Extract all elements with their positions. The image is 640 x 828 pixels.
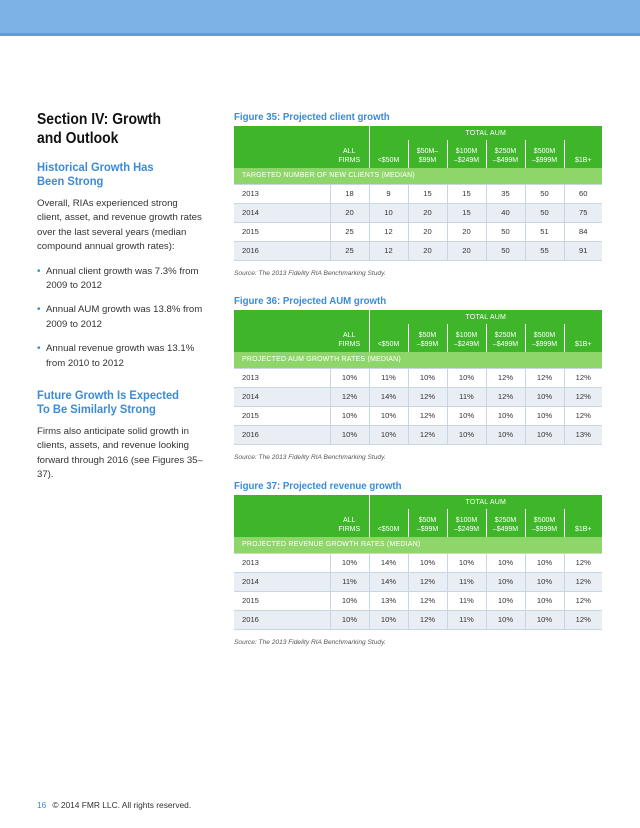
column-header-line: –$499M	[492, 157, 519, 164]
figure-source: Source: The 2013 Fidelity RIA Benchmarking Study.	[234, 269, 386, 277]
table-cell: 10%	[447, 368, 486, 387]
total-aum-header-row	[234, 495, 602, 509]
table-cell: 10%	[486, 425, 525, 444]
client-growth-table	[234, 126, 602, 261]
table-cell: 50	[486, 222, 525, 241]
table-cell: 12%	[330, 387, 369, 406]
table-cell: 10%	[486, 610, 525, 629]
column-header-line: –$999M	[531, 341, 558, 348]
table-row	[234, 610, 602, 629]
table-cell: 10%	[525, 387, 564, 406]
column-header-line: $500M	[533, 517, 556, 524]
table-cell: 11%	[447, 610, 486, 629]
table-cell: 10	[369, 203, 408, 222]
table-cell: 10%	[525, 610, 564, 629]
table-cell: 20	[408, 222, 447, 241]
table-cell: 10%	[369, 610, 408, 629]
historical-growth-heading-line-2: Been Strong	[37, 174, 104, 188]
total-aum-header-row	[234, 126, 602, 140]
column-header	[564, 324, 602, 352]
column-header	[486, 324, 525, 352]
table-cell: 12%	[408, 610, 447, 629]
table-row	[234, 553, 602, 572]
table-cell: 10%	[525, 572, 564, 591]
column-header	[564, 509, 602, 537]
row-year-cell: 2014	[234, 203, 330, 222]
column-header	[330, 140, 369, 168]
table-row	[234, 572, 602, 591]
table-row	[234, 184, 602, 203]
table-cell: 10%	[525, 553, 564, 572]
table-cell: 12%	[408, 387, 447, 406]
table-row	[234, 241, 602, 260]
column-header	[447, 140, 486, 168]
column-header-row	[234, 509, 602, 537]
section-label: PROJECTED REVENUE GROWTH RATES (MEDIAN)	[234, 537, 602, 553]
table-row	[234, 387, 602, 406]
header-blank-cell	[330, 310, 369, 324]
column-header-line: <$50M	[377, 526, 400, 533]
section-label-row	[234, 168, 602, 184]
column-header	[369, 324, 408, 352]
column-header-line: FIRMS	[338, 157, 361, 164]
copyright-text: © 2014 FMR LLC. All rights reserved.	[52, 800, 192, 810]
column-header-line: $1B+	[574, 157, 592, 164]
table-cell: 91	[564, 241, 602, 260]
table-cell: 10%	[486, 572, 525, 591]
section-title-line-1: Section IV: Growth	[37, 111, 162, 128]
column-header-line: $500M	[533, 332, 556, 339]
figure-title: Figure 36: Projected AUM growth	[234, 296, 387, 307]
column-header-line: $100M	[455, 148, 478, 155]
column-header	[564, 140, 602, 168]
table-cell: 10%	[525, 591, 564, 610]
table-cell: 10%	[486, 406, 525, 425]
table-row	[234, 591, 602, 610]
column-header-line: –$999M	[531, 526, 558, 533]
column-header-line: –$99M	[416, 526, 439, 533]
future-growth-heading-line-2: To Be Similarly Strong	[37, 402, 156, 417]
table-cell: 12%	[564, 610, 602, 629]
header-blank-cell	[330, 126, 369, 140]
table-cell: 9	[369, 184, 408, 203]
total-aum-label: TOTAL AUM	[369, 310, 602, 324]
historical-growth-heading-line-1: Historical Growth Has	[37, 160, 154, 174]
row-year-cell: 2016	[234, 610, 330, 629]
section-label-row	[234, 352, 602, 368]
table-cell: 75	[564, 203, 602, 222]
table-cell: 18	[330, 184, 369, 203]
table-cell: 10%	[525, 406, 564, 425]
header-blank-cell	[234, 126, 330, 140]
column-header	[330, 324, 369, 352]
header-blank-cell	[234, 495, 330, 509]
column-header-line: –$249M	[453, 341, 480, 348]
table-cell: 10%	[330, 368, 369, 387]
table-cell: 12%	[564, 553, 602, 572]
bullet-text: Annual client growth was 7.3% from 2009 to 2012	[46, 265, 199, 292]
row-year-cell: 2013	[234, 184, 330, 203]
table-cell: 12%	[486, 368, 525, 387]
bullet-item	[37, 342, 205, 371]
table-cell: 12%	[408, 572, 447, 591]
column-header-line: $50M	[418, 517, 437, 524]
total-aum-label: TOTAL AUM	[369, 495, 602, 509]
table-cell: 11%	[369, 368, 408, 387]
table-cell: 12%	[564, 591, 602, 610]
table-cell: 10%	[330, 406, 369, 425]
table-cell: 10%	[330, 553, 369, 572]
figure-title: Figure 37: Projected revenue growth	[234, 481, 402, 492]
table-cell: 11%	[330, 572, 369, 591]
column-header-line: $100M	[455, 332, 478, 339]
column-header-line: –$249M	[453, 157, 480, 164]
top-banner	[0, 0, 640, 36]
table-cell: 10%	[447, 406, 486, 425]
header-blank-cell	[234, 509, 330, 537]
bullet-text: Annual AUM growth was 13.8% from 2009 to 2012	[46, 304, 203, 330]
table-cell: 14%	[369, 387, 408, 406]
column-header	[408, 140, 447, 168]
table-cell: 10%	[486, 553, 525, 572]
column-header-line: –$249M	[453, 526, 480, 533]
table-cell: 20	[447, 241, 486, 260]
table-row	[234, 203, 602, 222]
aum-growth-table	[234, 310, 602, 445]
table-body	[234, 368, 602, 444]
column-header-line: $250M	[494, 148, 517, 155]
table-cell: 14%	[369, 553, 408, 572]
table-cell: 15	[447, 203, 486, 222]
table-cell: 50	[525, 184, 564, 203]
table-cell: 10%	[369, 406, 408, 425]
bullet-dot-icon: •	[37, 343, 41, 355]
column-header	[525, 140, 564, 168]
table-cell: 12%	[408, 406, 447, 425]
column-header-line: –$499M	[492, 526, 519, 533]
bullet-dot-icon: •	[37, 265, 41, 277]
growth-bullet-list	[37, 265, 205, 371]
table-cell: 20	[447, 222, 486, 241]
table-row	[234, 425, 602, 444]
table-cell: 12	[369, 241, 408, 260]
column-header	[447, 509, 486, 537]
table-row	[234, 406, 602, 425]
table-cell: 10%	[369, 425, 408, 444]
figure-37	[234, 481, 602, 646]
table-cell: 10%	[525, 425, 564, 444]
bullet-item	[37, 265, 205, 294]
row-year-cell: 2014	[234, 572, 330, 591]
row-year-cell: 2015	[234, 222, 330, 241]
figure-source: Source: The 2013 Fidelity RIA Benchmarking Study.	[234, 638, 386, 646]
table-cell: 10%	[330, 610, 369, 629]
table-cell: 60	[564, 184, 602, 203]
table-cell: 15	[408, 184, 447, 203]
table-cell: 10%	[330, 425, 369, 444]
table-cell: 10%	[447, 553, 486, 572]
row-year-cell: 2014	[234, 387, 330, 406]
section-label: TARGETED NUMBER OF NEW CLIENTS (MEDIAN)	[234, 168, 602, 184]
table-row	[234, 368, 602, 387]
bullet-text: Annual revenue growth was 13.1% from 2010 to 2012	[46, 343, 195, 369]
column-header-line: –$999M	[531, 157, 558, 164]
column-header-line: ALL	[343, 517, 356, 524]
table-cell: 12%	[564, 387, 602, 406]
row-year-cell: 2015	[234, 591, 330, 610]
column-header-line: $1B+	[574, 526, 592, 533]
table-cell: 25	[330, 222, 369, 241]
table-cell: 35	[486, 184, 525, 203]
row-year-cell: 2016	[234, 241, 330, 260]
column-header-line: ALL	[343, 148, 356, 155]
column-header-line: $250M	[494, 332, 517, 339]
column-header	[486, 509, 525, 537]
table-cell: 20	[408, 203, 447, 222]
column-header	[408, 324, 447, 352]
table-cell: 50	[525, 203, 564, 222]
column-header	[369, 509, 408, 537]
revenue-growth-table	[234, 495, 602, 630]
table-cell: 13%	[369, 591, 408, 610]
column-header	[525, 324, 564, 352]
table-cell: 12%	[564, 406, 602, 425]
table-cell: 12%	[525, 368, 564, 387]
column-header-row	[234, 324, 602, 352]
historical-growth-heading	[37, 160, 214, 188]
column-header	[486, 140, 525, 168]
row-year-cell: 2013	[234, 553, 330, 572]
column-header-row	[234, 140, 602, 168]
table-body	[234, 553, 602, 629]
table-cell: 12%	[486, 387, 525, 406]
table-cell: 10%	[330, 591, 369, 610]
table-cell: 40	[486, 203, 525, 222]
header-blank-cell	[234, 140, 330, 168]
figure-source: Source: The 2013 Fidelity RIA Benchmarking Study.	[234, 453, 386, 461]
column-header-line: –$499M	[492, 341, 519, 348]
table-cell: 12%	[408, 591, 447, 610]
table-cell: 10%	[447, 425, 486, 444]
column-header-line: $50M–	[416, 148, 439, 155]
column-header-line: $99M	[418, 157, 437, 164]
column-header-line: ALL	[343, 332, 356, 339]
figure-title: Figure 35: Projected client growth	[234, 112, 390, 123]
section-label: PROJECTED AUM GROWTH RATES (MEDIAN)	[234, 352, 602, 368]
column-header-line: $100M	[455, 517, 478, 524]
column-header	[408, 509, 447, 537]
total-aum-header-row	[234, 310, 602, 324]
future-growth-heading-line-1: Future Growth Is Expected	[37, 388, 180, 403]
column-header-line: FIRMS	[338, 341, 361, 348]
table-cell: 15	[447, 184, 486, 203]
header-blank-cell	[234, 324, 330, 352]
table-cell: 55	[525, 241, 564, 260]
figure-35	[234, 112, 602, 277]
column-header-line: <$50M	[377, 341, 400, 348]
row-year-cell: 2016	[234, 425, 330, 444]
column-header	[525, 509, 564, 537]
bullet-item	[37, 303, 205, 332]
column-header-line: $250M	[494, 517, 517, 524]
column-header-line: $50M	[418, 332, 437, 339]
table-row	[234, 222, 602, 241]
table-cell: 12%	[408, 425, 447, 444]
table-cell: 84	[564, 222, 602, 241]
table-cell: 20	[408, 241, 447, 260]
column-header	[369, 140, 408, 168]
left-column	[37, 110, 205, 483]
header-blank-cell	[234, 310, 330, 324]
column-header-line: –$99M	[416, 341, 439, 348]
row-year-cell: 2015	[234, 406, 330, 425]
table-cell: 12%	[564, 572, 602, 591]
page-footer	[37, 800, 191, 810]
table-cell: 25	[330, 241, 369, 260]
table-cell: 11%	[447, 591, 486, 610]
column-header-line: $500M	[533, 148, 556, 155]
table-cell: 10%	[486, 591, 525, 610]
total-aum-label: TOTAL AUM	[369, 126, 602, 140]
figure-36	[234, 296, 602, 461]
table-cell: 51	[525, 222, 564, 241]
page-number: 16	[37, 800, 47, 810]
table-cell: 12%	[564, 368, 602, 387]
table-cell: 50	[486, 241, 525, 260]
table-cell: 11%	[447, 572, 486, 591]
table-cell: 12	[369, 222, 408, 241]
row-year-cell: 2013	[234, 368, 330, 387]
section-label-row	[234, 537, 602, 553]
section-title-line-2: and Outlook	[37, 130, 119, 147]
table-cell: 10%	[408, 553, 447, 572]
column-header-line: <$50M	[377, 157, 400, 164]
bullet-dot-icon: •	[37, 304, 41, 316]
column-header	[330, 509, 369, 537]
section-title	[37, 110, 208, 148]
future-growth-heading	[37, 388, 214, 416]
table-cell: 20	[330, 203, 369, 222]
table-cell: 13%	[564, 425, 602, 444]
historical-growth-paragraph: Overall, RIAs experienced strong client, asset, and revenue growth rates over the last several years (median compound annual growth rates):	[37, 198, 202, 253]
column-header-line: $1B+	[574, 341, 592, 348]
table-cell: 10%	[408, 368, 447, 387]
table-body	[234, 184, 602, 260]
header-blank-cell	[330, 495, 369, 509]
table-cell: 11%	[447, 387, 486, 406]
column-header	[447, 324, 486, 352]
column-header-line: FIRMS	[338, 526, 361, 533]
table-cell: 14%	[369, 572, 408, 591]
future-growth-paragraph: Firms also anticipate solid growth in clients, assets, and revenue looking forward through 2016 (see Figures 35–37).	[37, 426, 203, 481]
